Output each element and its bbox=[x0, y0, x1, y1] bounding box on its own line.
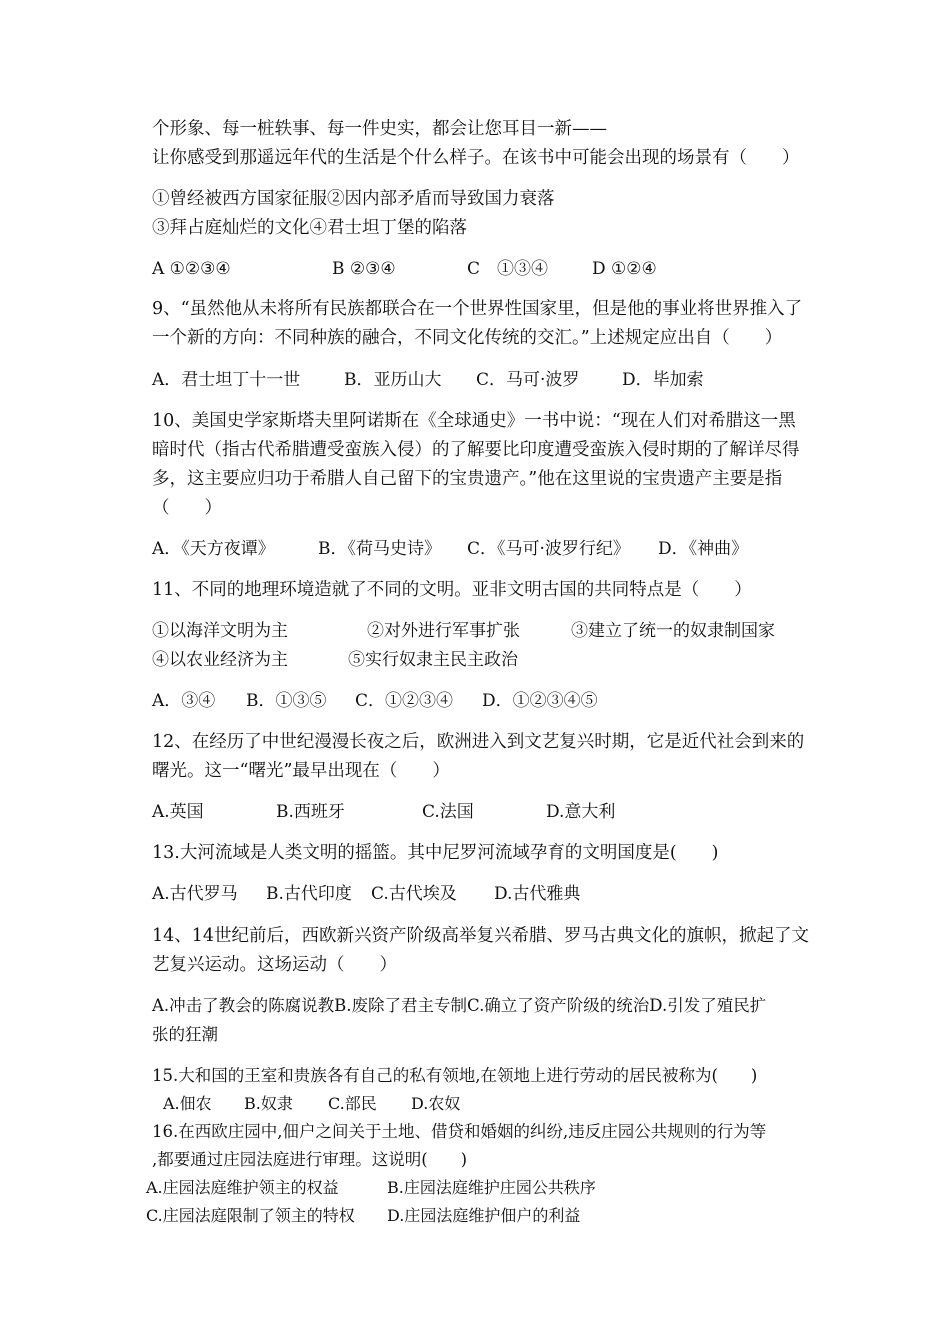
q9-stem-line-1: 9、“虽然他从未将所有民族都联合在一个世界性国家里，但是他的事业将世界推入了 bbox=[152, 299, 803, 319]
q13-option-c: C.古代埃及 bbox=[371, 884, 457, 904]
intro-option-c: C ①③④ bbox=[467, 259, 549, 279]
q13-stem-line-1: 13.大河流域是人类文明的摇篮。其中尼罗河流域孕育的文明国度是( ) bbox=[152, 843, 719, 863]
q14-stem-line-1: 14、14世纪前后，西欧新兴资产阶级高举复兴希腊、罗马古典文化的旗帜，掀起了文 bbox=[152, 926, 810, 946]
q11-option-d: D．①②③④⑤ bbox=[482, 691, 598, 711]
q16-option-c: C.庄园法庭限制了领主的特权 bbox=[146, 1206, 355, 1225]
q11-stem-line-1: 11、不同的地理环境造就了不同的文明。亚非文明古国的共同特点是（ ） bbox=[152, 580, 752, 600]
q10-stem-line-2: 暗时代（指古代希腊遭受蛮族入侵）的了解要比印度遭受蛮族入侵时期的了解详尽得 bbox=[152, 440, 800, 460]
q14-stem-line-2: 艺复兴运动。这场运动（ ） bbox=[152, 955, 397, 975]
q11-option-a: A．③④ bbox=[152, 691, 216, 711]
intro-items-line-1: ①曾经被西方国家征服②因内部矛盾而导致国力衰落 bbox=[152, 189, 555, 209]
q13-option-a: A.古代罗马 bbox=[152, 884, 238, 904]
q10-stem-line-3: 多，这主要应归功于希腊人自己留下的宝贵遗产。”他在这里说的宝贵遗产主要是指 bbox=[152, 469, 783, 489]
intro-line-2: 让你感受到那遥远年代的生活是个什么样子。在该书中可能会出现的场景有（ ） bbox=[152, 148, 800, 168]
intro-option-b: B ②③④ bbox=[332, 259, 396, 279]
intro-option-a: A ①②③④ bbox=[152, 259, 231, 279]
q9-stem-line-2: 一个新的方向：不同种族的融合，不同文化传统的交汇。”上述规定应出自（ ） bbox=[152, 328, 783, 348]
q14-options-line-2: 张的狂潮 bbox=[152, 1025, 218, 1044]
q9-option-c: C．马可·波罗 bbox=[476, 370, 580, 390]
q16-option-b: B.庄园法庭维护庄园公共秩序 bbox=[387, 1178, 596, 1197]
q12-option-b: B.西班牙 bbox=[276, 802, 345, 822]
q16-option-a: A.庄园法庭维护领主的权益 bbox=[146, 1178, 339, 1197]
q9-option-b: B．亚历山大 bbox=[344, 370, 442, 390]
q10-option-d: D．《神曲》 bbox=[658, 539, 749, 559]
q12-option-a: A.英国 bbox=[152, 802, 204, 822]
q14-options-line-1: A.冲击了教会的陈腐说教B.废除了君主专制C.确立了资产阶级的统治D.引发了殖民扩 bbox=[152, 996, 767, 1015]
q9-option-a: A．君士坦丁十一世 bbox=[152, 370, 301, 390]
q15-option-a: A.佃农 bbox=[163, 1094, 212, 1113]
q16-stem-line-2: ,都要通过庄园法庭进行审理。这说明( ) bbox=[152, 1150, 468, 1169]
intro-line-1: 个形象、每一桩轶事、每一件史实，都会让您耳目一新—— bbox=[152, 119, 607, 139]
q12-stem-line-2: 曙光。这一“曙光”最早出现在（ ） bbox=[152, 761, 450, 781]
q11-option-b: B．①③⑤ bbox=[246, 691, 327, 711]
q15-option-d: D.农奴 bbox=[411, 1094, 461, 1113]
q13-option-b: B.古代印度 bbox=[266, 884, 352, 904]
q10-stem-line-1: 10、美国史学家斯塔夫里阿诺斯在《全球通史》一书中说：“现在人们对希腊这一黑 bbox=[152, 411, 796, 431]
q10-option-a: A．《天方夜谭》 bbox=[152, 539, 275, 559]
q10-option-c: C．《马可·波罗行纪》 bbox=[467, 539, 630, 559]
q16-option-d: D.庄园法庭维护佃户的利益 bbox=[387, 1206, 581, 1225]
q11-item-5: ⑤实行奴隶主民主政治 bbox=[348, 650, 518, 670]
intro-option-d: D ①②④ bbox=[592, 259, 657, 279]
q15-option-c: C.部民 bbox=[328, 1094, 377, 1113]
q12-stem-line-1: 12、在经历了中世纪漫漫长夜之后，欧洲进入到文艺复兴时期，它是近代社会到来的 bbox=[152, 732, 805, 752]
q13-option-d: D.古代雅典 bbox=[494, 884, 581, 904]
q11-item-3: ③建立了统一的奴隶制国家 bbox=[571, 621, 775, 641]
q12-option-c: C.法国 bbox=[422, 802, 474, 822]
q10-stem-line-4: （ ） bbox=[152, 498, 222, 518]
q16-stem-line-1: 16.在西欧庄园中,佃户之间关于土地、借贷和婚姻的纠纷,违反庄园公共规则的行为等 bbox=[152, 1122, 767, 1141]
q15-option-b: B.奴隶 bbox=[244, 1094, 293, 1113]
q11-item-1: ①以海洋文明为主 bbox=[152, 621, 288, 641]
q9-option-d: D．毕加索 bbox=[622, 370, 704, 390]
q15-stem-line-1: 15.大和国的王室和贵族各有自己的私有领地,在领地上进行劳动的居民被称为( ) bbox=[152, 1066, 758, 1085]
q11-item-2: ②对外进行军事扩张 bbox=[367, 621, 520, 641]
q11-option-c: C．①②③④ bbox=[355, 691, 454, 711]
intro-items-line-2: ③拜占庭灿烂的文化④君士坦丁堡的陷落 bbox=[152, 218, 467, 238]
q12-option-d: D.意大利 bbox=[546, 802, 616, 822]
q10-option-b: B．《荷马史诗》 bbox=[318, 539, 441, 559]
q11-item-4: ④以农业经济为主 bbox=[152, 650, 288, 670]
